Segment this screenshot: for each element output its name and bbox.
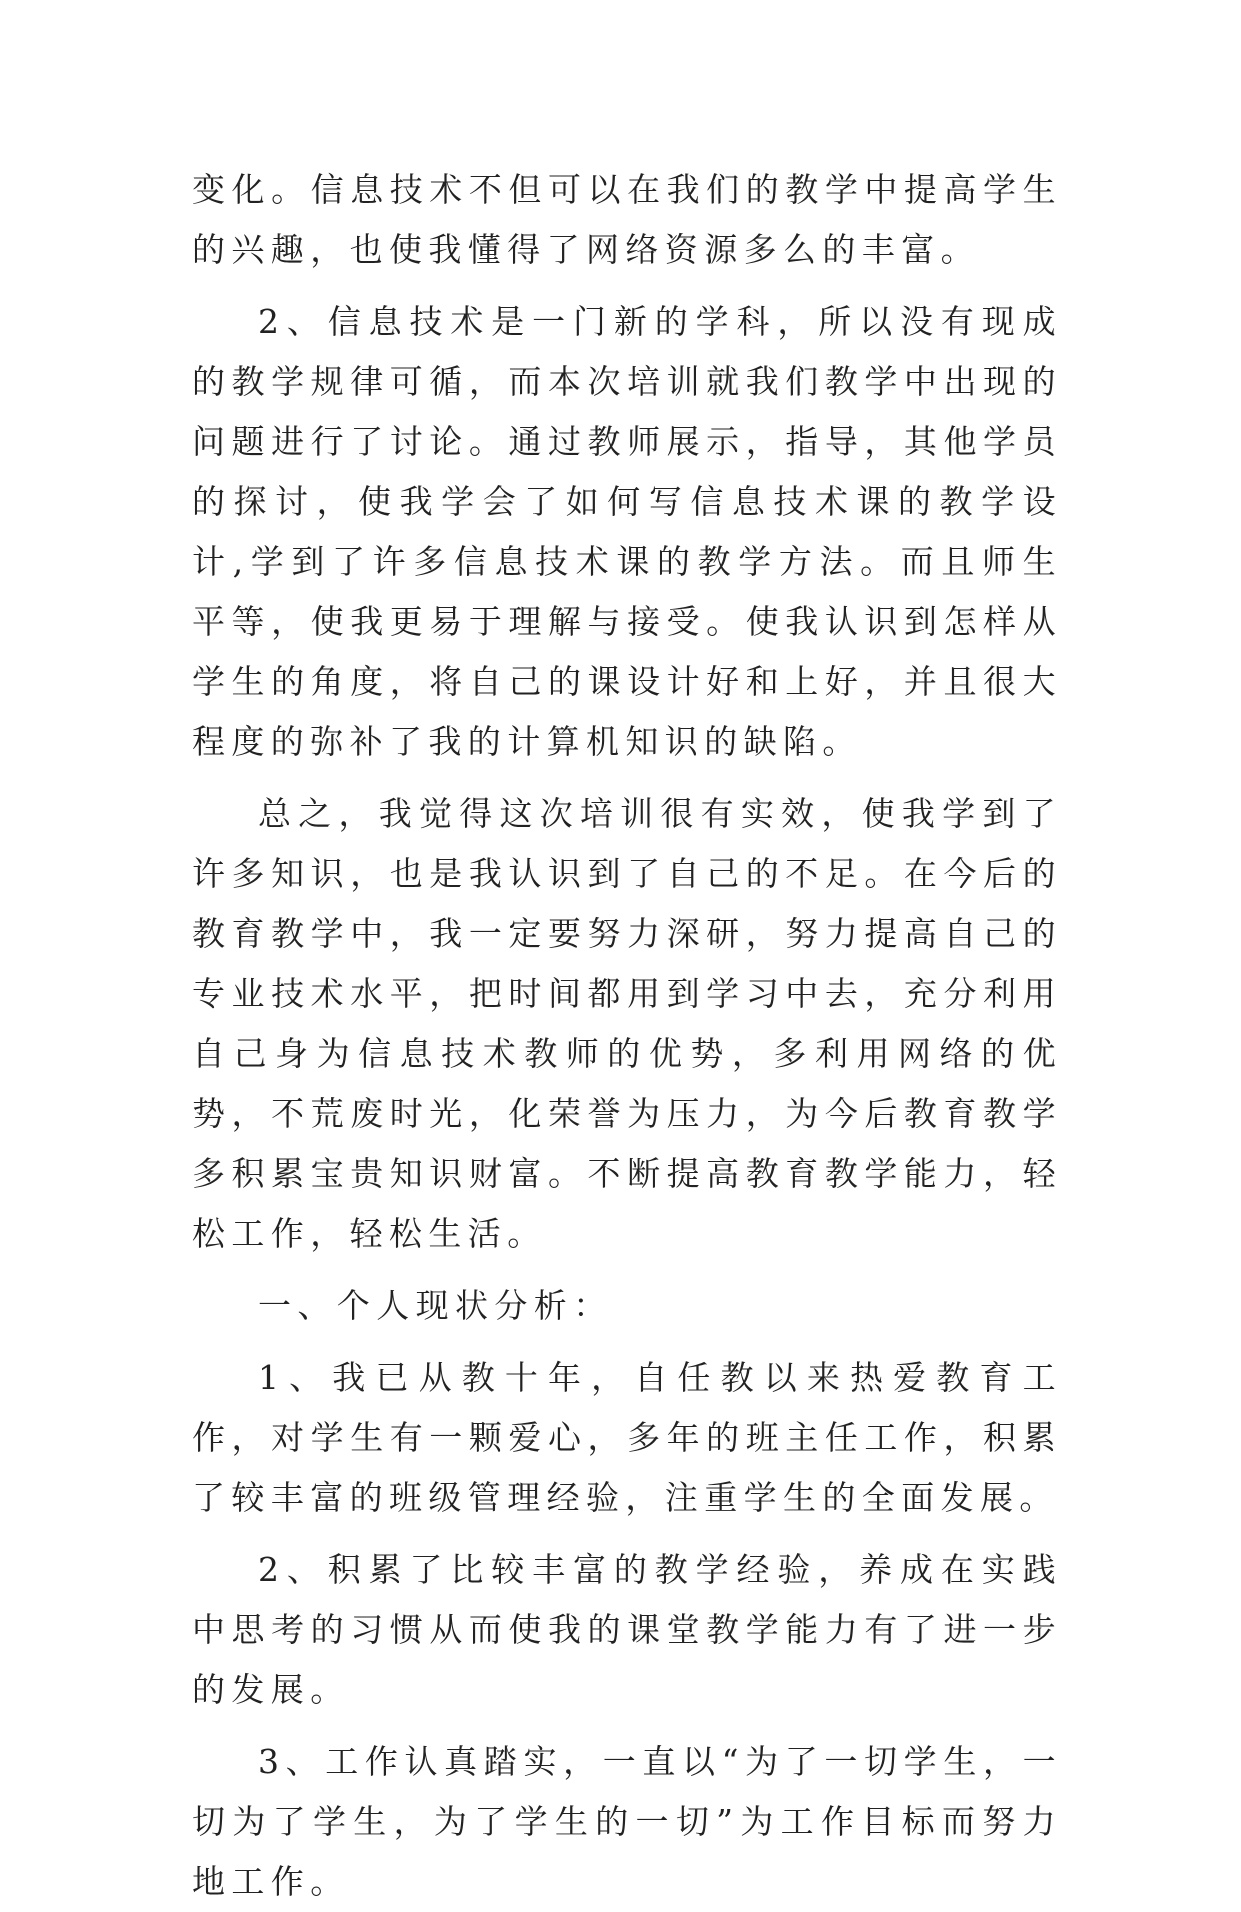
paragraph-summary: 总之，我觉得这次培训很有实效，使我学到了许多知识，也是我认识到了自己的不足。在今后的教育教学中，我一定要努力深研，努力提高自己的专业技术水平，把时间都用到学习中去，充分利用自己身为信息技术教师的优势，多利用网络的优势，不荒废时光，化荣誉为压力，为今后教育教学多积累宝贵知识财富。不断提高教育教学能力，轻松工作，轻松生活。 xyxy=(192,794,1062,1253)
paragraph-continuation: 变化。信息技术不但可以在我们的教学中提高学生的兴趣，也使我懂得了网络资源多么的丰富。 xyxy=(192,170,1062,269)
section-heading-personal-status: 一、个人现状分析： xyxy=(258,1286,613,1325)
paragraph-item-2: 2、积累了比较丰富的教学经验，养成在实践中思考的习惯从而使我的课堂教学能力有了进一步的发展。 xyxy=(192,1550,1062,1709)
document-body xyxy=(192,160,1062,1912)
paragraph-item-3: 3、工作认真踏实，一直以“为了一切学生，一切为了学生，为了学生的一切”为工作目标而努力地工作。 xyxy=(192,1742,1062,1901)
paragraph-info-tech-subject: 2、信息技术是一门新的学科，所以没有现成的教学规律可循，而本次培训就我们教学中出现的问题进行了讨论。通过教师展示，指导，其他学员的探讨，使我学会了如何写信息技术课的教学设计,学到了许多信息技术课的教学方法。而且师生平等，使我更易于理解与接受。使我认识到怎样从学生的角度，将自己的课设计好和上好，并且很大程度的弥补了我的计算机知识的缺陷。 xyxy=(192,302,1062,761)
paragraph-item-1: 1、我已从教十年，自任教以来热爱教育工作，对学生有一颗爱心，多年的班主任工作，积累了较丰富的班级管理经验，注重学生的全面发展。 xyxy=(192,1358,1062,1517)
